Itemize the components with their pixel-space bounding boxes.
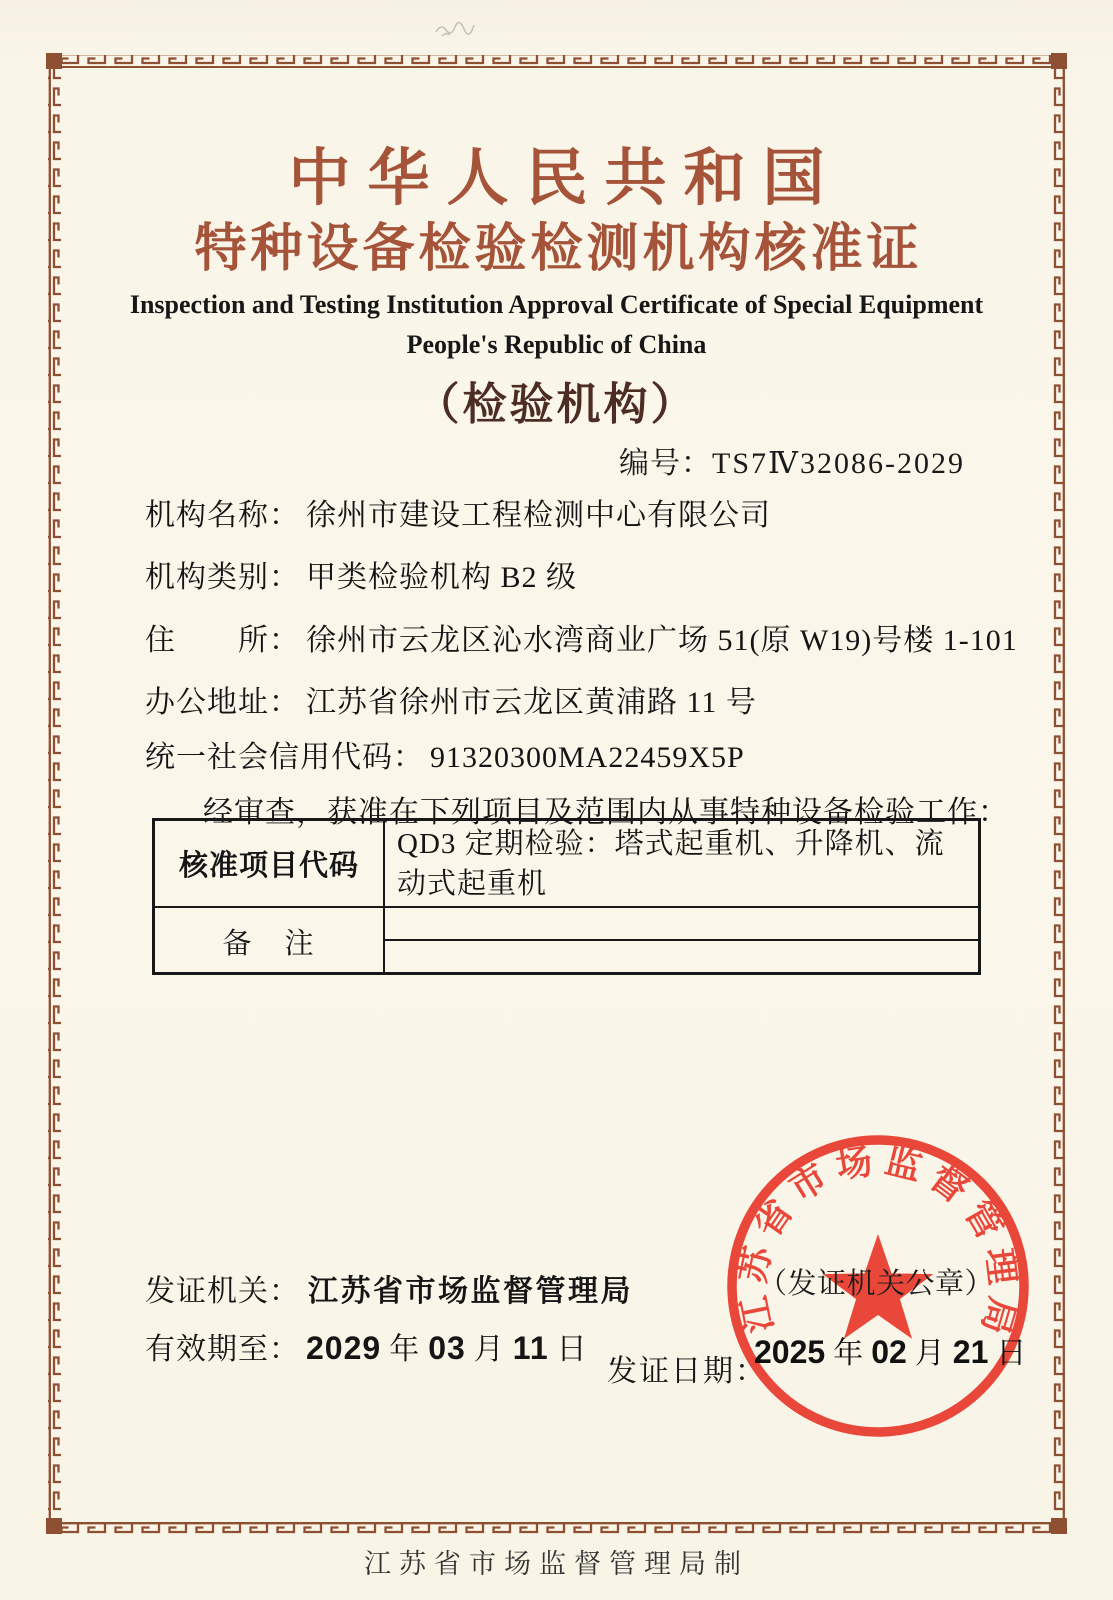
field-value: 甲类检验机构 B2 级	[306, 561, 578, 594]
border-corner-bl	[46, 1518, 62, 1534]
seal-arc-text: 江苏省市场监督管理局	[731, 1138, 1025, 1348]
seal-overlay-text: （发证机关公章）	[758, 1268, 995, 1300]
valid-until-year: 2029	[306, 1330, 382, 1366]
table-header-remarks: 备 注	[155, 908, 385, 975]
title-cn-line1: 中华人民共和国	[288, 145, 842, 213]
table-cell-remarks-top	[385, 908, 978, 941]
issue-date-month: 02	[871, 1334, 907, 1370]
approved-items-table	[152, 818, 981, 975]
day-unit: 日	[996, 1337, 1027, 1370]
subtitle-institution-type: （检验机构）	[415, 380, 698, 429]
field-label: 机构类别：	[145, 561, 300, 594]
scan-artifact-mark	[432, 14, 488, 40]
issue-date-day: 21	[952, 1334, 989, 1370]
border-bottom	[48, 1521, 1065, 1534]
field-credit-code	[145, 732, 745, 776]
border-corner-tl	[46, 53, 62, 69]
table-header-project-code: 核准项目代码	[155, 821, 385, 908]
valid-until-month: 03	[428, 1330, 466, 1366]
issue-date-year: 2025	[754, 1334, 826, 1370]
field-label: 住 所：	[145, 624, 300, 657]
year-unit: 年	[389, 1333, 421, 1366]
valid-until-day: 11	[512, 1330, 549, 1366]
field-value: 江苏省徐州市云龙区黄浦路 11 号	[306, 686, 757, 719]
certificate-number-label: 编号：	[619, 447, 713, 480]
border-top	[48, 55, 1065, 68]
border-corner-tr	[1051, 53, 1067, 69]
field-registered-address	[145, 615, 1018, 659]
year-unit: 年	[833, 1337, 864, 1370]
title-en-line1: Inspection and Testing Institution Approval Certificate of Special Equipment	[129, 290, 984, 319]
field-label: 办公地址：	[145, 686, 300, 719]
field-value: 徐州市建设工程检测中心有限公司	[306, 499, 771, 532]
approval-statement: 经审查，获准在下列项目及范围内从事特种设备检验工作：	[203, 796, 1009, 829]
title-cn-line2: 特种设备检验检测机构核准证	[194, 221, 923, 278]
day-unit: 日	[556, 1333, 588, 1366]
issuing-authority-value: 江苏省市场监督管理局	[308, 1275, 633, 1308]
field-label: 机构名称：	[145, 499, 300, 532]
field-institution-category	[145, 552, 577, 596]
valid-until-label: 有效期至：	[145, 1333, 300, 1366]
field-office-address	[145, 677, 757, 721]
border-corner-br	[1051, 1518, 1067, 1534]
field-value: 徐州市云龙区沁水湾商业广场 51(原 W19)号楼 1-101	[306, 624, 1018, 657]
issue-date-label: 发证日期：	[607, 1355, 767, 1388]
certificate-number-value: TS7Ⅳ32086-2029	[712, 447, 965, 480]
issuing-authority-row	[145, 1266, 633, 1310]
table-cell-remarks-bottom	[385, 941, 978, 975]
valid-until-row	[145, 1324, 590, 1368]
table-cell-project-code-value: QD3 定期检验：塔式起重机、升降机、流动式起重机	[385, 821, 978, 908]
certificate-number	[619, 438, 965, 482]
issue-date-value	[748, 1328, 1028, 1372]
footer-printer-note: 江苏省市场监督管理局制	[364, 1549, 749, 1579]
month-unit: 月	[914, 1337, 945, 1370]
field-institution-name	[145, 490, 771, 534]
month-unit: 月	[473, 1333, 505, 1366]
issuing-authority-label: 发证机关：	[145, 1275, 300, 1308]
field-label: 统一社会信用代码：	[145, 741, 424, 774]
title-en-line2: People's Republic of China	[406, 330, 707, 359]
field-value: 91320300MA22459X5P	[430, 741, 745, 774]
